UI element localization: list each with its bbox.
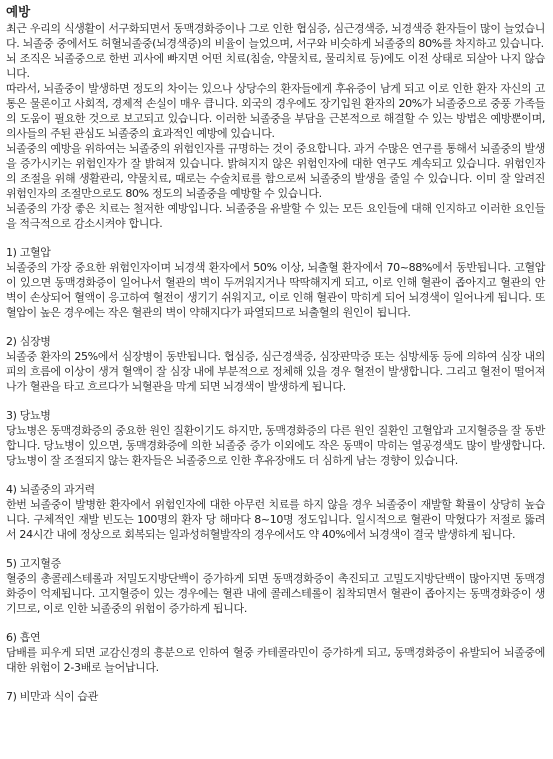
page-title: 예방 xyxy=(6,4,31,19)
intro-paragraph: 뇌졸중의 가장 좋은 치료는 철저한 예방입니다. 뇌졸중을 유발할 수 있는 모든 요인들에 대해 인지하고 이러한 요인들을 적극적으로 감소시켜야 합니다. xyxy=(6,202,545,230)
intro-paragraph: 뇌졸중의 예방을 위하여는 뇌졸중의 위험인자를 규명하는 것이 중요합니다. 과거 수많은 연구를 통해서 뇌졸중의 발생을 증가시키는 위험인자가 잘 밝혀져 있습니다. 밝혀지지 않은 위험인자에 대한 연구도 계속되고 있습니다. 위험인자의 조절을 위해 생활관리, 약물치료, 때로는 수술치료를 함으로써 뇌졸중의 발생을 줄일 수 있습니다. 이미 잘 알려진 위험인자의 조절만으로도 80% 정도의 뇌졸중을 예방할 수 있습니다. xyxy=(6,142,545,200)
section-body: 한번 뇌졸중이 발병한 환자에서 위험인자에 대한 아무런 치료를 하지 않을 경우 뇌졸중이 재발할 확률이 상당히 높습니다. 구체적인 재발 빈도는 100명의 환자 당 해마다 8~10명 정도입니다. 일시적으로 혈관이 막혔다가 저절로 뚫려서 24시간 내에 정상으로 회복되는 일과성허혈발작의 경우에서도 약 40%에서 뇌경색이 결국 발생하게 됩니다. xyxy=(6,498,545,541)
section-body: 뇌졸중 환자의 25%에서 심장병이 동반됩니다. 협심증, 심근경색증, 심장판막증 또는 심방세동 등에 의하여 심장 내의 피의 흐름에 이상이 생겨 혈액이 잘 심장 내에 부분적으로 정체해 있을 경우 혈전이 발생합니다. 그리고 혈전이 떨어져나가 혈관을 타고 흐르다가 뇌혈관을 막게 되면 뇌경색이 발생하게 됩니다. xyxy=(6,350,545,393)
section-body: 혈중의 총콜레스테롤과 저밀도지방단백이 증가하게 되면 동맥경화증이 촉진되고 고밀도지방단백이 많아지면 동맥경화증이 억제됩니다. 고지혈증이 있는 경우에는 혈관 내에 콜레스테롤이 침착되면서 혈관이 좁아지는 동맥경화증이 생기므로, 이로 인한 뇌졸중의 위험이 증가하게 됩니다. xyxy=(6,572,545,615)
section-body: 당뇨병은 동맥경화증의 중요한 원인 질환이기도 하지만, 동맥경화증의 다른 원인 질환인 고혈압과 고지혈증을 잘 동반합니다. 당뇨병이 있으면, 동맥경화증에 의한 뇌졸중 증가 이외에도 작은 동맥이 막히는 열공경색도 많이 발생합니다. 당뇨병이 잘 조절되지 않는 환자들은 뇌졸중으로 인한 후유장애도 더 심하게 남는 경향이 있습니다. xyxy=(6,424,545,467)
section-stroke-history xyxy=(6,482,545,542)
section-hyperlipidemia xyxy=(6,556,545,616)
section-body: 담배를 피우게 되면 교감신경의 흥분으로 인하여 혈중 카테콜라민이 증가하게 되고, 동맥경화증이 유발되어 뇌졸중에 대한 위험이 2-3배로 늘어납니다. xyxy=(6,646,545,674)
section-heading: 2) 심장병 xyxy=(6,335,51,348)
section-heading: 6) 흡연 xyxy=(6,631,41,644)
intro-paragraph: 따라서, 뇌졸중이 발생하면 정도의 차이는 있으나 상당수의 환자들에게 후유증이 남게 되고 이로 인한 환자 자신의 고통은 물론이고 사회적, 경제적 손실이 매우 큽니다. 외국의 경우에도 장기입원 환자의 20%가 뇌졸중으로 중풍 가족들의 도움이 필요한 것으로 보고되고 있습니다. 이러한 뇌졸중을 부담을 근본적으로 해결할 수 있는 방법은 예방뿐이며, 의사들의 주된 관심도 뇌졸중의 효과적인 예방에 있습니다. xyxy=(6,82,545,140)
section-body: 뇌졸중의 가장 중요한 위험인자이며 뇌경색 환자에서 50% 이상, 뇌출혈 환자에서 70~88%에서 동반됩니다. 고혈압이 있으면 동맥경화증이 일어나서 혈관의 벽이 두꺼워지거나 딱딱해지게 되고, 이로 인해 혈관이 좁아지고 혈관의 안벽이 손상되어 혈액이 응고하여 혈전이 생기기 쉬워지고, 이로 인해 혈관이 막히게 되어 뇌경색이 일어나게 됩니다. 또 혈압이 높은 경우에는 작은 혈관의 벽이 약해지다가 파열되므로 뇌출혈의 원인이 됩니다. xyxy=(6,261,545,319)
intro-paragraph: 최근 우리의 식생활이 서구화되면서 동맥경화증이나 그로 인한 협심증, 심근경색증, 뇌경색증 환자들이 많이 늘었습니다. 뇌졸중 중에서도 허혈뇌졸중(뇌경색증)의 비율이 늘었으며, 서구와 비슷하게 뇌졸중의 80%를 차지하고 있습니다. xyxy=(6,22,545,50)
section-hypertension xyxy=(6,245,545,320)
section-heading: 5) 고지혈증 xyxy=(6,557,61,570)
section-heading: 7) 비만과 식이 습관 xyxy=(6,690,98,703)
intro-section xyxy=(6,21,545,231)
section-heading: 4) 뇌졸중의 과거력 xyxy=(6,483,95,496)
section-heading: 3) 당뇨병 xyxy=(6,409,51,422)
section-diabetes xyxy=(6,408,545,468)
section-heart-disease xyxy=(6,334,545,394)
intro-paragraph: 뇌 조직은 뇌졸중으로 한번 괴사에 빠지면 어떤 치료(침술, 약물치료, 물리치료 등)에도 이전 상태로 되살아 나지 않습니다. xyxy=(6,52,545,80)
section-heading: 1) 고혈압 xyxy=(6,246,51,259)
section-obesity-diet xyxy=(6,689,545,704)
section-smoking xyxy=(6,630,545,675)
